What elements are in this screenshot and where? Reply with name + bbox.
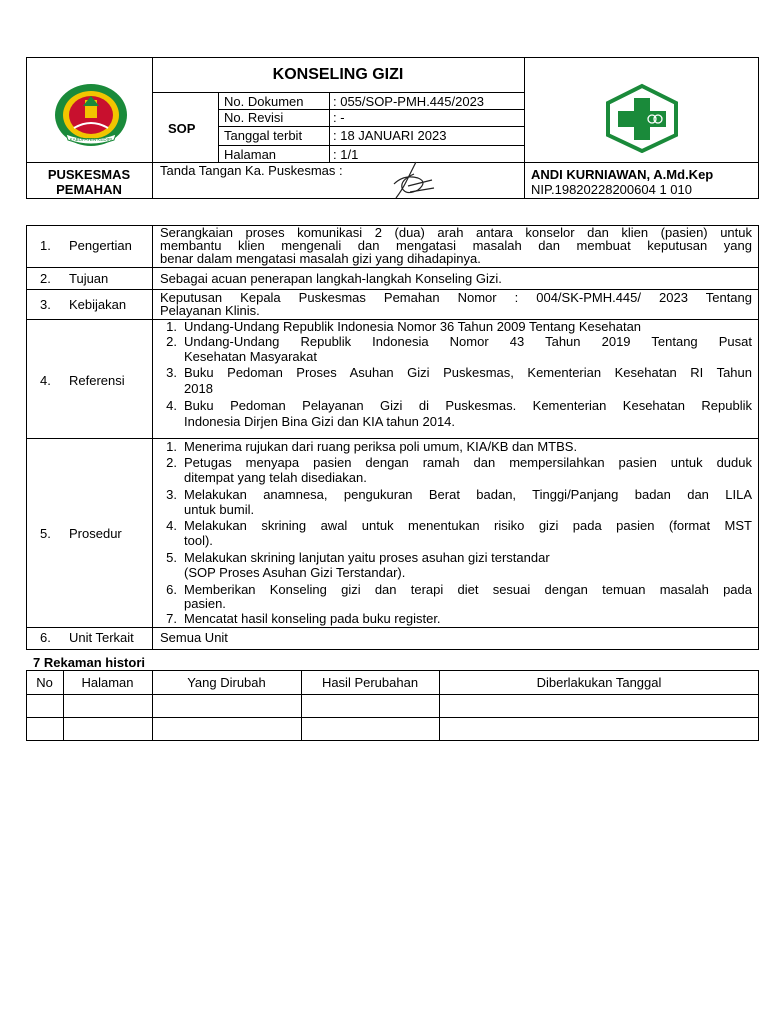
issue-date-value: : 18 JANUARI 2023	[333, 128, 447, 143]
doc-number-label: No. Dokumen	[224, 94, 304, 109]
kebijakan-number: 3.	[40, 297, 51, 312]
unit-terkait-number: 6.	[40, 630, 51, 645]
history-header-changed: Yang Dirubah	[187, 675, 266, 690]
tujuan-text: Sebagai acuan penerapan langkah-langkah Konseling Gizi.	[160, 271, 502, 286]
org-name-line1: PUSKESMAS	[47, 167, 131, 182]
kabupaten-logo	[52, 82, 130, 148]
revision-label: No. Revisi	[224, 110, 284, 125]
document-title: KONSELING GIZI	[272, 66, 404, 83]
revision-value: : -	[333, 110, 345, 125]
kebijakan-line: Keputusan Kepala Puskesmas Pemahan Nomor : 004/SK-PMH.445/ 2023 Tentang	[160, 290, 752, 305]
pengertian-label: Pengertian	[69, 238, 132, 253]
pengertian-line: Serangkaian proses komunikasi 2 (dua) arah antara konselor dan klien (pasien) untuk	[160, 225, 752, 240]
sop-label: SOP	[168, 121, 196, 136]
doc-number-value: : 055/SOP-PMH.445/2023	[333, 94, 485, 109]
pengertian-line: benar dalam mengatasi masalah gizi yang dihadapinya.	[160, 251, 481, 266]
history-header-page: Halaman	[81, 675, 134, 690]
unit-terkait-text: Semua Unit	[160, 630, 228, 645]
history-title: 7 Rekaman histori	[33, 655, 145, 670]
prosedur-number: 5.	[40, 526, 51, 541]
issue-date-label: Tanggal terbit	[224, 128, 303, 143]
prosedur-list: 1. Menerima rujukan dari ruang periksa poli umum, KIA/KB dan MTBS. 2. Petugas menyapa pasien dengan ramah dan mempersilahkan pasien untuk duduk ditempat yang telah disediakan. 3. Melakukan anamnesa, pengukuran Berat badan, Tinggi/Panjang badan dan LILA untuk bumil. 4. Melakukan skrining awal untuk menentukan risiko gizi pada pasien (format MST tool). 5. Melakukan skrining lanjutan yaitu proses asuhan gizi terstandar (SOP Proses Asuhan Gizi Terstandar). 6. Memberikan Konseling gizi dan terapi diet sesuai dengan temuan masalah pada pasien. 7. Mencatat hasil konseling pada buku register.	[166, 439, 752, 626]
signature	[388, 160, 440, 202]
svg-text:KABUPATEN KEDIRI: KABUPATEN KEDIRI	[69, 137, 113, 142]
referensi-list: 1. Undang-Undang Republik Indonesia Nomor 36 Tahun 2009 Tentang Kesehatan 2. Undang-Undang Republik Indonesia Nomor 43 Tahun 2019 Tentang Pusat Kesehatan Masyarakat 3. Buku Pedoman Proses Asuhan Gizi Puskesmas, Kementerian Kesehatan RI Tahun 2018 4. Buku Pedoman Pelayanan Gizi di Puskesmas. Kementerian Kesehatan Republik Indonesia Dirjen Bina Gizi dan KIA tahun 2014.	[166, 319, 752, 429]
history-header-no: No	[36, 675, 53, 690]
history-header-result: Hasil Perubahan	[321, 675, 419, 690]
page-label: Halaman	[224, 147, 277, 162]
prosedur-label: Prosedur	[69, 526, 122, 541]
signature-label: Tanda Tangan Ka. Puskesmas :	[160, 163, 343, 178]
pengertian-number: 1.	[40, 238, 51, 253]
pengertian-line: membantu klien mengenali dan mengatasi masalah dan membuat keputusan yang	[160, 238, 752, 253]
kebijakan-label: Kebijakan	[69, 297, 127, 312]
tujuan-label: Tujuan	[69, 271, 109, 286]
referensi-number: 4.	[40, 373, 51, 388]
kebijakan-line: Pelayanan Klinis.	[160, 303, 260, 318]
tujuan-number: 2.	[40, 271, 51, 286]
signer-name: ANDI KURNIAWAN, A.Md.Kep	[531, 167, 714, 182]
puskesmas-logo	[604, 83, 680, 153]
org-name-line2: PEMAHAN	[56, 182, 122, 197]
referensi-label: Referensi	[69, 373, 125, 388]
history-header-effective-date: Diberlakukan Tanggal	[536, 675, 662, 690]
unit-terkait-label: Unit Terkait	[69, 630, 134, 645]
signer-nip: NIP.19820228200604 1 010	[531, 182, 692, 197]
page-value: : 1/1	[333, 147, 359, 162]
